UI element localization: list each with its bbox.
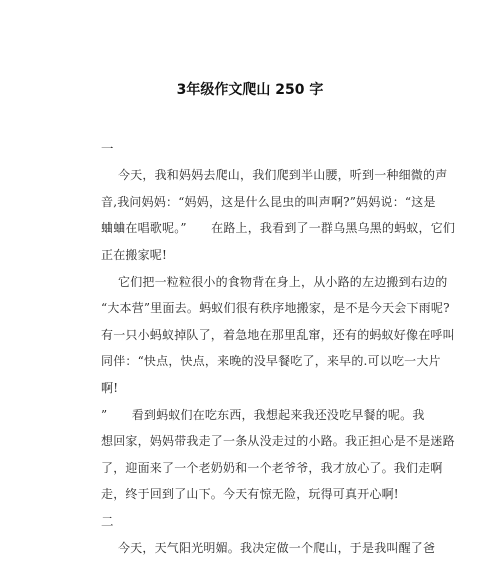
para1-line-3: 蛐蛐在唱歌呢。” 在路上，我看到了一群乌黑乌黑的蚂蚁，它们 bbox=[101, 221, 456, 235]
para3-line-4: 走，终于回到了山下。今天有惊无险，玩得可真开心啊! bbox=[101, 487, 399, 501]
para1-line-4: 正在搬家呢! bbox=[101, 248, 168, 262]
para1-line-2: 音,我问妈妈：“妈妈，这是什么昆虫的叫声啊?”妈妈说：“这是 bbox=[101, 195, 436, 209]
page-title: 3年级作文爬山 250 字 bbox=[176, 82, 324, 98]
para2-line-5: 啊! bbox=[101, 381, 119, 395]
para2-line-2: “大本营”里面去。蚂蚁们很有秩序地搬家，是不是今天会下雨呢? bbox=[101, 301, 450, 315]
para3-line-1: ” 看到蚂蚁们在吃东西，我想起来我还没吃早餐的呢。我 bbox=[101, 408, 425, 422]
para2-line-1: 它们把一粒粒很小的食物背在身上，从小路的左边搬到右边的 bbox=[118, 275, 448, 289]
para2-line-4: 同伴：“快点，快点，来晚的没早餐吃了，来早的.可以吃一大片 bbox=[101, 354, 441, 368]
para1-line-1: 今天，我和妈妈去爬山，我们爬到半山腰，听到一种细微的声 bbox=[118, 168, 448, 182]
para4-line-1: 今天，天气阳光明媚。我决定做一个爬山，于是我叫醒了爸 bbox=[118, 541, 436, 555]
para3-line-3: 了，迎面来了一个老奶奶和一个老爷爷，我才放心了。我们走啊 bbox=[101, 461, 443, 475]
section-marker-1: 一 bbox=[101, 141, 114, 156]
section-marker-2: 二 bbox=[101, 514, 114, 529]
para2-line-3: 有一只小蚂蚁掉队了，着急地在那里乱窜，还有的蚂蚁好像在呼叫 bbox=[101, 328, 455, 342]
para3-line-2: 想回家，妈妈带我走了一条从没走过的小路。我正担心是不是迷路 bbox=[101, 434, 455, 448]
